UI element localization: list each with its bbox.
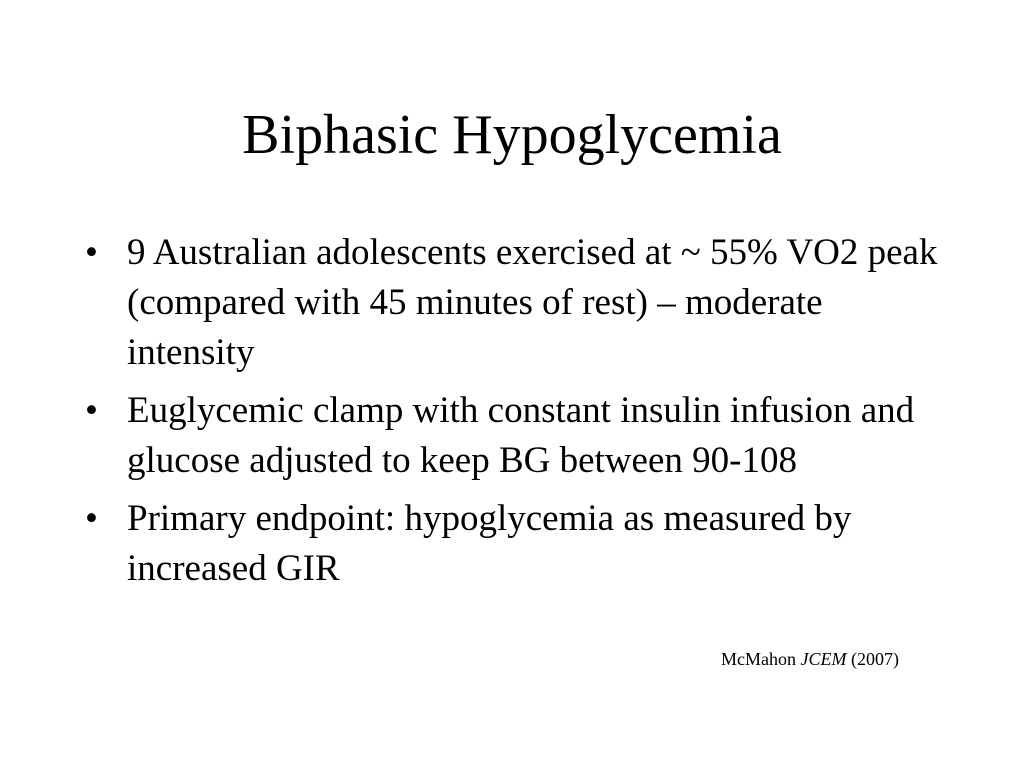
citation — [721, 648, 899, 670]
bullet-text: 9 Australian adolescents exercised at ~ 55% VO2 peak (compared with 45 minutes of rest) – moderate intensity — [127, 232, 938, 373]
bullet-item — [85, 494, 945, 594]
bullet-icon: • — [85, 232, 98, 273]
bullet-text: Euglycemic clamp with constant insulin infusion and glucose adjusted to keep BG between 90-108 — [127, 390, 915, 481]
slide-title: Biphasic Hypoglycemia — [242, 104, 782, 166]
bullet-icon: • — [85, 498, 98, 539]
bullet-item — [85, 386, 945, 486]
citation-journal: JCEM — [800, 649, 847, 669]
bullet-text: Primary endpoint: hypoglycemia as measured by increased GIR — [127, 498, 852, 589]
citation-author: McMahon — [721, 649, 797, 669]
bullet-item — [85, 228, 945, 378]
citation-year: (2007) — [851, 649, 899, 669]
bullet-list — [85, 228, 945, 602]
bullet-icon: • — [85, 390, 98, 431]
